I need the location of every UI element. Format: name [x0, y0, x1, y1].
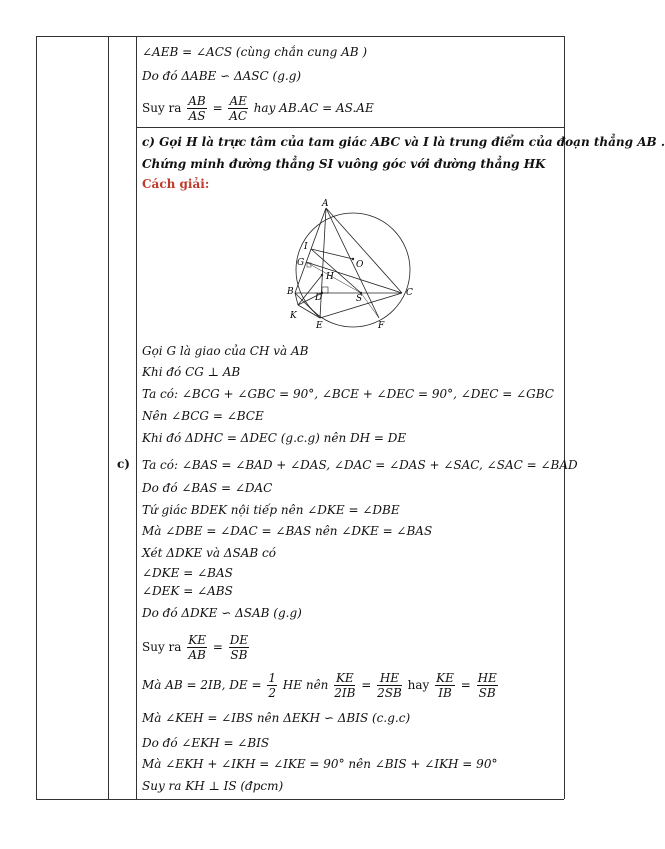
point-h [321, 274, 323, 276]
table-left-border [36, 36, 37, 799]
step-15-mid: HE nên [282, 678, 329, 692]
fraction-de-sb: $\frac{DE}{SB}$ [229, 633, 249, 662]
top-line-3-suffix: hay AB.AC = AS.AE [253, 101, 374, 115]
line-is [311, 249, 361, 293]
label-i: I [304, 242, 308, 252]
step-2: Khi đó CG ⊥ AB [142, 365, 241, 379]
table-right-border [564, 36, 565, 799]
step-5: Khi đó ΔDHC = ΔDEC (g.c.g) nên DH = DE [142, 431, 407, 445]
step-18: Mà ∠EKH + ∠IKH = ∠IKE = 90° nên ∠BIS + ∠IKH = 90° [142, 757, 498, 771]
label-d: D [315, 293, 323, 303]
right-angle-mark-d [322, 287, 328, 293]
label-o: O [356, 260, 364, 270]
fraction-he-2sb: $\frac{HE}{2SB}$ [377, 671, 402, 700]
line-af [326, 208, 379, 318]
fraction-one-half: $\frac{1}{2}$ [268, 671, 276, 700]
label-c: C [406, 288, 413, 298]
line-sf [361, 293, 379, 318]
fraction-ke-ab: $\frac{KE}{AB}$ [188, 633, 206, 662]
top-line-2: Do đó ΔABE ∽ ΔASC (g.g) [142, 69, 302, 83]
label-f: F [378, 321, 385, 331]
step-13: Do đó ΔDKE ∽ ΔSAB (g.g) [142, 606, 302, 620]
step-19: Suy ra KH ⊥ IS (đpcm) [142, 779, 284, 793]
step-11: ∠DKE = ∠BAS [142, 566, 233, 580]
part-label: c) [117, 457, 130, 471]
label-k: K [290, 311, 297, 321]
step-6: Ta có: ∠BAS = ∠BAD + ∠DAS, ∠DAC = ∠DAS + ∠SAC, ∠SAC = ∠BAD [142, 458, 578, 472]
top-line-3: Suy ra $\frac{AB}{AS}$ = $\frac{AE}{AC}$ hay AB.AC = AS.AE [142, 94, 374, 123]
fraction-ke-ib: $\frac{KE}{IB}$ [436, 671, 454, 700]
label-h: H [326, 272, 334, 282]
step-15-prefix: Mà AB = 2IB, DE = [142, 678, 262, 692]
fraction-he-sb: $\frac{HE}{SB}$ [477, 671, 497, 700]
label-s: S [356, 294, 363, 304]
step-16: Mà ∠KEH = ∠IBS nên ΔEKH ∽ ΔBIS (c.g.c) [142, 711, 411, 725]
table-bottom-border [36, 799, 564, 800]
row-divider [136, 127, 564, 128]
question-line-2: Chứng minh đường thẳng SI vuông góc với đường thẳng HK [142, 157, 546, 171]
step-9: Mà ∠DBE = ∠DAC = ∠BAS nên ∠DKE = ∠BAS [142, 524, 433, 538]
step-4: Nên ∠BCG = ∠BCE [142, 409, 264, 423]
step-3: Ta có: ∠BCG + ∠GBC = 90°, ∠BCE + ∠DEC = 90°, ∠DEC = ∠GBC [142, 387, 554, 401]
fraction-ae-ac: $\frac{AE}{AC}$ [229, 94, 248, 123]
table-col-divider-2 [136, 36, 137, 799]
step-15: Mà AB = 2IB, DE = $\frac{1}{2}$ HE nên $\frac{KE}{2IB}$ = $\frac{HE}{2SB}$ hay $\frac{KE}{IB}$ = $\frac{HE}{SB}$ [142, 671, 497, 700]
step-1: Gọi G là giao của CH và AB [142, 344, 309, 358]
step-8: Tứ giác BDEK nội tiếp nên ∠DKE = ∠DBE [142, 503, 400, 517]
table-top-border [36, 36, 564, 37]
side-ac [326, 208, 402, 293]
fraction-ke-2ib: $\frac{KE}{2IB}$ [334, 671, 356, 700]
step-12: ∠DEK = ∠ABS [142, 584, 233, 598]
point-o [352, 258, 354, 260]
top-line-1: ∠AEB = ∠ACS (cùng chắn cung AB ) [142, 45, 368, 59]
step-14: Suy ra $\frac{KE}{AB}$ = $\frac{DE}{SB}$ [142, 633, 249, 662]
step-14-prefix: Suy ra [142, 640, 182, 654]
geometry-figure [282, 197, 422, 332]
solution-header: Cách giải: [142, 177, 210, 191]
step-10: Xét ΔDKE và ΔSAB có [142, 546, 276, 560]
fraction-ab-as: $\frac{AB}{AS}$ [188, 94, 206, 123]
circumcircle [296, 213, 410, 327]
label-b: B [287, 287, 294, 297]
label-e: E [316, 321, 323, 331]
step-17: Do đó ∠EKH = ∠BIS [142, 736, 270, 750]
top-line-3-prefix: Suy ra [142, 101, 182, 115]
step-7: Do đó ∠BAS = ∠DAC [142, 481, 273, 495]
label-a: A [322, 199, 329, 209]
step-15-hay: hay [407, 678, 430, 692]
question-line-1: c) Gọi H là trực tâm của tam giác ABC và I là trung điểm của đoạn thẳng AB . [142, 135, 665, 149]
table-col-divider-1 [108, 36, 109, 799]
label-g: G [297, 258, 305, 268]
